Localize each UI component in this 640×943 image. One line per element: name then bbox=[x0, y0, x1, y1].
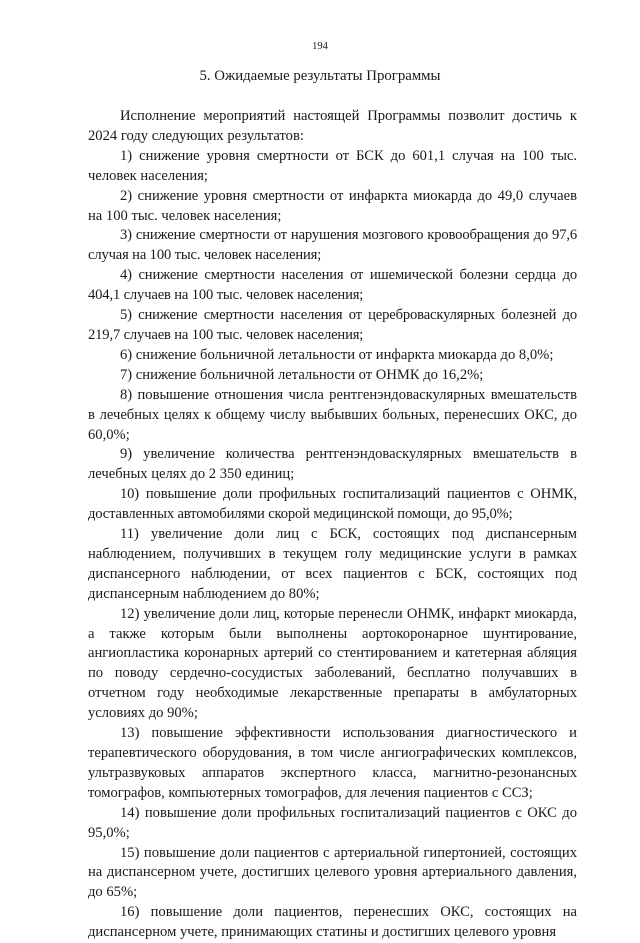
list-item-6: 6) снижение больничной летальности от инфаркта миокарда до 8,0%; bbox=[120, 346, 554, 363]
list-item-8: 8) повышение отношения числа рентгенэндоваскулярных вмешательств в лечебных целях к общему числу выбывших больных, перенесших ОКС, до 60,0%; bbox=[88, 386, 577, 443]
body-text bbox=[88, 107, 577, 943]
list-item-2: 2) снижение уровня смертности от инфаркта миокарда до 49,0 случаев на 100 тыс. человек населения; bbox=[88, 187, 577, 224]
list-item-1: 1) снижение уровня смертности от БСК до 601,1 случая на 100 тыс. человек населения; bbox=[88, 147, 577, 184]
list-item-10: 10) повышение доли профильных госпитализаций пациентов с ОНМК, доставленных автомобилями скорой медицинской помощи, до 95,0%; bbox=[88, 486, 577, 523]
list-item-11: 11) увеличение доли лиц с БСК, состоящих под диспансерным наблюдением, получивших в текущем голу медицинские услуги в рамках диспансерного наблюдении, от всех пациентов с БСК, состоящих под диспансерным наблюдением до 80%; bbox=[88, 526, 577, 602]
list-item-16: 16) повышение доли пациентов, перенесших ОКС, состоящих на диспансерном учете, принимающих статины и достигших целевого уровня bbox=[88, 904, 577, 941]
paragraph-intro: Исполнение мероприятий настоящей Программы позволит достичь к 2024 году следующих результатов: bbox=[88, 108, 577, 144]
page-number: 194 bbox=[312, 41, 328, 52]
list-item-4: 4) снижение смертности населения от ишемической болезни сердца до 404,1 случаев на 100 тыс. человек населения; bbox=[88, 267, 577, 304]
section-title: 5. Ожидаемые результаты Программы bbox=[199, 68, 441, 84]
list-item-7: 7) снижение больничной летальности от ОНМК до 16,2%; bbox=[120, 366, 484, 383]
list-item-13: 13) повышение эффективности использования диагностического и терапевтического оборудования, в том числе ангиографических комплексов, ультразвуковых аппаратов экспертного класса, магнитно-резонансных томографов, компьютерных томографов, для лечения пациентов с ССЗ; bbox=[88, 725, 577, 801]
list-item-15: 15) повышение доли пациентов с артериальной гипертонией, состоящих на диспансерном учете, достигших целевого уровня артериального давления, до 65%; bbox=[88, 844, 577, 901]
list-item-5: 5) снижение смертности населения от цереброваскулярных болезней до 219,7 случаев на 100 тыс. человек населения; bbox=[88, 307, 577, 343]
list-item-3: 3) снижение смертности от нарушения мозгового кровообращения до 97,6 случая на 100 тыс. человек населения; bbox=[88, 227, 577, 264]
list-item-14: 14) повышение доли профильных госпитализаций пациентов с ОКС до 95,0%; bbox=[88, 804, 577, 841]
list-item-12: 12) увеличение доли лиц, которые перенесли ОНМК, инфаркт миокарда, а также которым были выполнены аортокоронарное шунтирование, ангиопластика коронарных артерий со стентированием и катетерная абляция по поводу сердечно-сосудистых заболеваний, бесплатно получавших в отчетном году необходимые лекарственные препараты в амбулаторных условиях до 90%; bbox=[88, 605, 577, 722]
list-item-9: 9) увеличение количества рентгенэндоваскулярных вмешательств в лечебных целях до 2 350 единиц; bbox=[88, 446, 577, 483]
